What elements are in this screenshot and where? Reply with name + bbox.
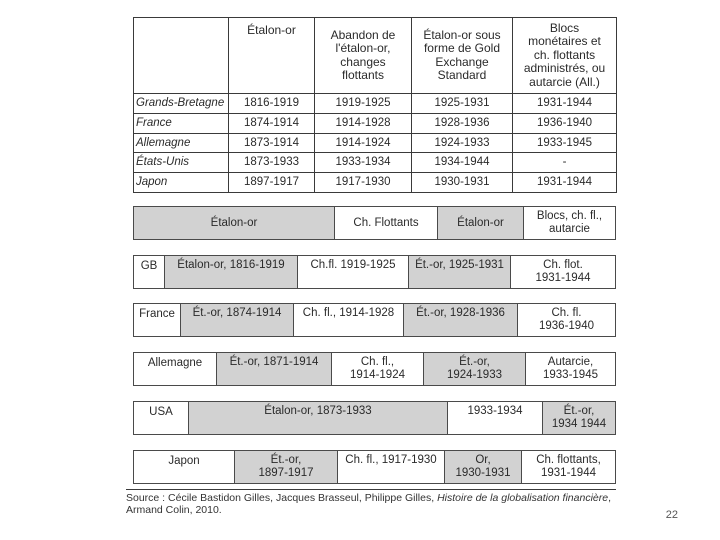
gb-ch-flot: Ch. flot. 1931-1944 bbox=[535, 259, 591, 284]
source-prefix: Source : Cécile Bastidon Gilles, Jacques Brasseul, Philippe Gilles, bbox=[126, 492, 438, 504]
table-cell: 1816-1919 bbox=[244, 97, 299, 110]
header-blocs: Blocs monétaires et ch. flottants administrés, ou autarcie (All.) bbox=[523, 20, 606, 89]
legend-etalon-or: Étalon-or bbox=[134, 207, 335, 239]
usa-etalon-or: Étalon-or, 1873-1933 bbox=[188, 402, 448, 434]
header-etalon-or: Étalon-or bbox=[247, 23, 296, 38]
france-et-or-1: Ét.-or, 1874-1914 bbox=[180, 304, 294, 336]
france-label: France bbox=[139, 307, 175, 320]
table-cell: 1930-1931 bbox=[434, 176, 490, 189]
source-divider bbox=[126, 489, 616, 490]
table-cell: 1873-1933 bbox=[244, 156, 299, 169]
table-cell: 1914-1928 bbox=[335, 117, 391, 130]
row-country: Japon bbox=[136, 176, 168, 189]
table-cell: 1873-1914 bbox=[244, 136, 299, 149]
allemagne-et-or-1: Ét.-or, 1871-1914 bbox=[216, 353, 332, 385]
source-suffix: , Armand Colin, 2010. bbox=[126, 492, 611, 517]
table-cell: 1936-1940 bbox=[537, 117, 592, 130]
table-cell: 1914-1924 bbox=[335, 136, 391, 149]
allemagne-ch-fl: Ch. fl., 1914-1924 bbox=[350, 356, 405, 381]
japon-ch-fl: Ch. fl., 1917-1930 bbox=[345, 454, 437, 466]
row-country: États-Unis bbox=[136, 156, 190, 169]
allemagne-autarcie: Autarcie, 1933-1945 bbox=[543, 356, 598, 381]
table-cell: 1925-1931 bbox=[434, 97, 490, 110]
source-citation bbox=[126, 492, 621, 516]
allemagne-label: Allemagne bbox=[147, 356, 203, 369]
gb-label: GB bbox=[140, 259, 158, 272]
page-number: 22 bbox=[665, 509, 678, 521]
table-cell: 1924-1933 bbox=[434, 136, 490, 149]
legend-etalon-or-2: Étalon-or bbox=[438, 207, 524, 239]
japon-or: Or, 1930-1931 bbox=[444, 451, 522, 483]
france-ch-fl: Ch. fl., 1914-1928 bbox=[302, 307, 395, 319]
table-cell: 1933-1945 bbox=[537, 136, 592, 149]
table-cell: 1917-1930 bbox=[335, 176, 391, 189]
japon-et-or: Ét.-or, 1897-1917 bbox=[234, 451, 338, 483]
gb-ch-fl: Ch.fl. 1919-1925 bbox=[310, 259, 396, 271]
table-cell: 1919-1925 bbox=[335, 97, 391, 110]
row-country: Allemagne bbox=[136, 136, 191, 149]
table-cell: 1931-1944 bbox=[537, 97, 592, 110]
table-cell: - bbox=[562, 156, 567, 169]
table-cell: 1931-1944 bbox=[537, 176, 592, 189]
japon-ch-flottants: Ch. flottants, 1931-1944 bbox=[536, 454, 601, 479]
allemagne-et-or-2: Ét.-or, 1924-1933 bbox=[423, 353, 526, 385]
header-abandon: Abandon de l'étalon-or, changes flottants bbox=[330, 27, 396, 82]
table-cell: 1934-1944 bbox=[434, 156, 490, 169]
usa-et-or: Ét.-or, 1934 1944 bbox=[542, 402, 615, 434]
table-cell: 1874-1914 bbox=[244, 117, 299, 130]
france-ch-fl-2: Ch. fl. 1936-1940 bbox=[539, 307, 594, 332]
legend-ch-flottants: Ch. Flottants bbox=[335, 207, 438, 239]
table-cell: 1928-1936 bbox=[434, 117, 490, 130]
usa-label: USA bbox=[149, 405, 173, 418]
table-cell: 1897-1917 bbox=[244, 176, 299, 189]
gb-et-or: Ét.-or, 1925-1931 bbox=[408, 256, 511, 288]
gb-etalon-or: Étalon-or, 1816-1919 bbox=[164, 256, 298, 288]
source-title: Histoire de la globalisation financière bbox=[437, 492, 609, 504]
header-gold-exchange: Étalon-or sous forme de Gold Exchange Standard bbox=[423, 27, 501, 82]
legend-blocs: Blocs, ch. fl., autarcie bbox=[536, 210, 603, 235]
france-et-or-2: Ét.-or, 1928-1936 bbox=[403, 304, 518, 336]
japon-label: Japon bbox=[168, 454, 200, 467]
usa-ch-fl: 1933-1934 bbox=[467, 405, 523, 417]
table-cell: 1933-1934 bbox=[335, 156, 391, 169]
row-country: France bbox=[136, 117, 172, 130]
row-country: Grands-Bretagne bbox=[136, 97, 225, 110]
